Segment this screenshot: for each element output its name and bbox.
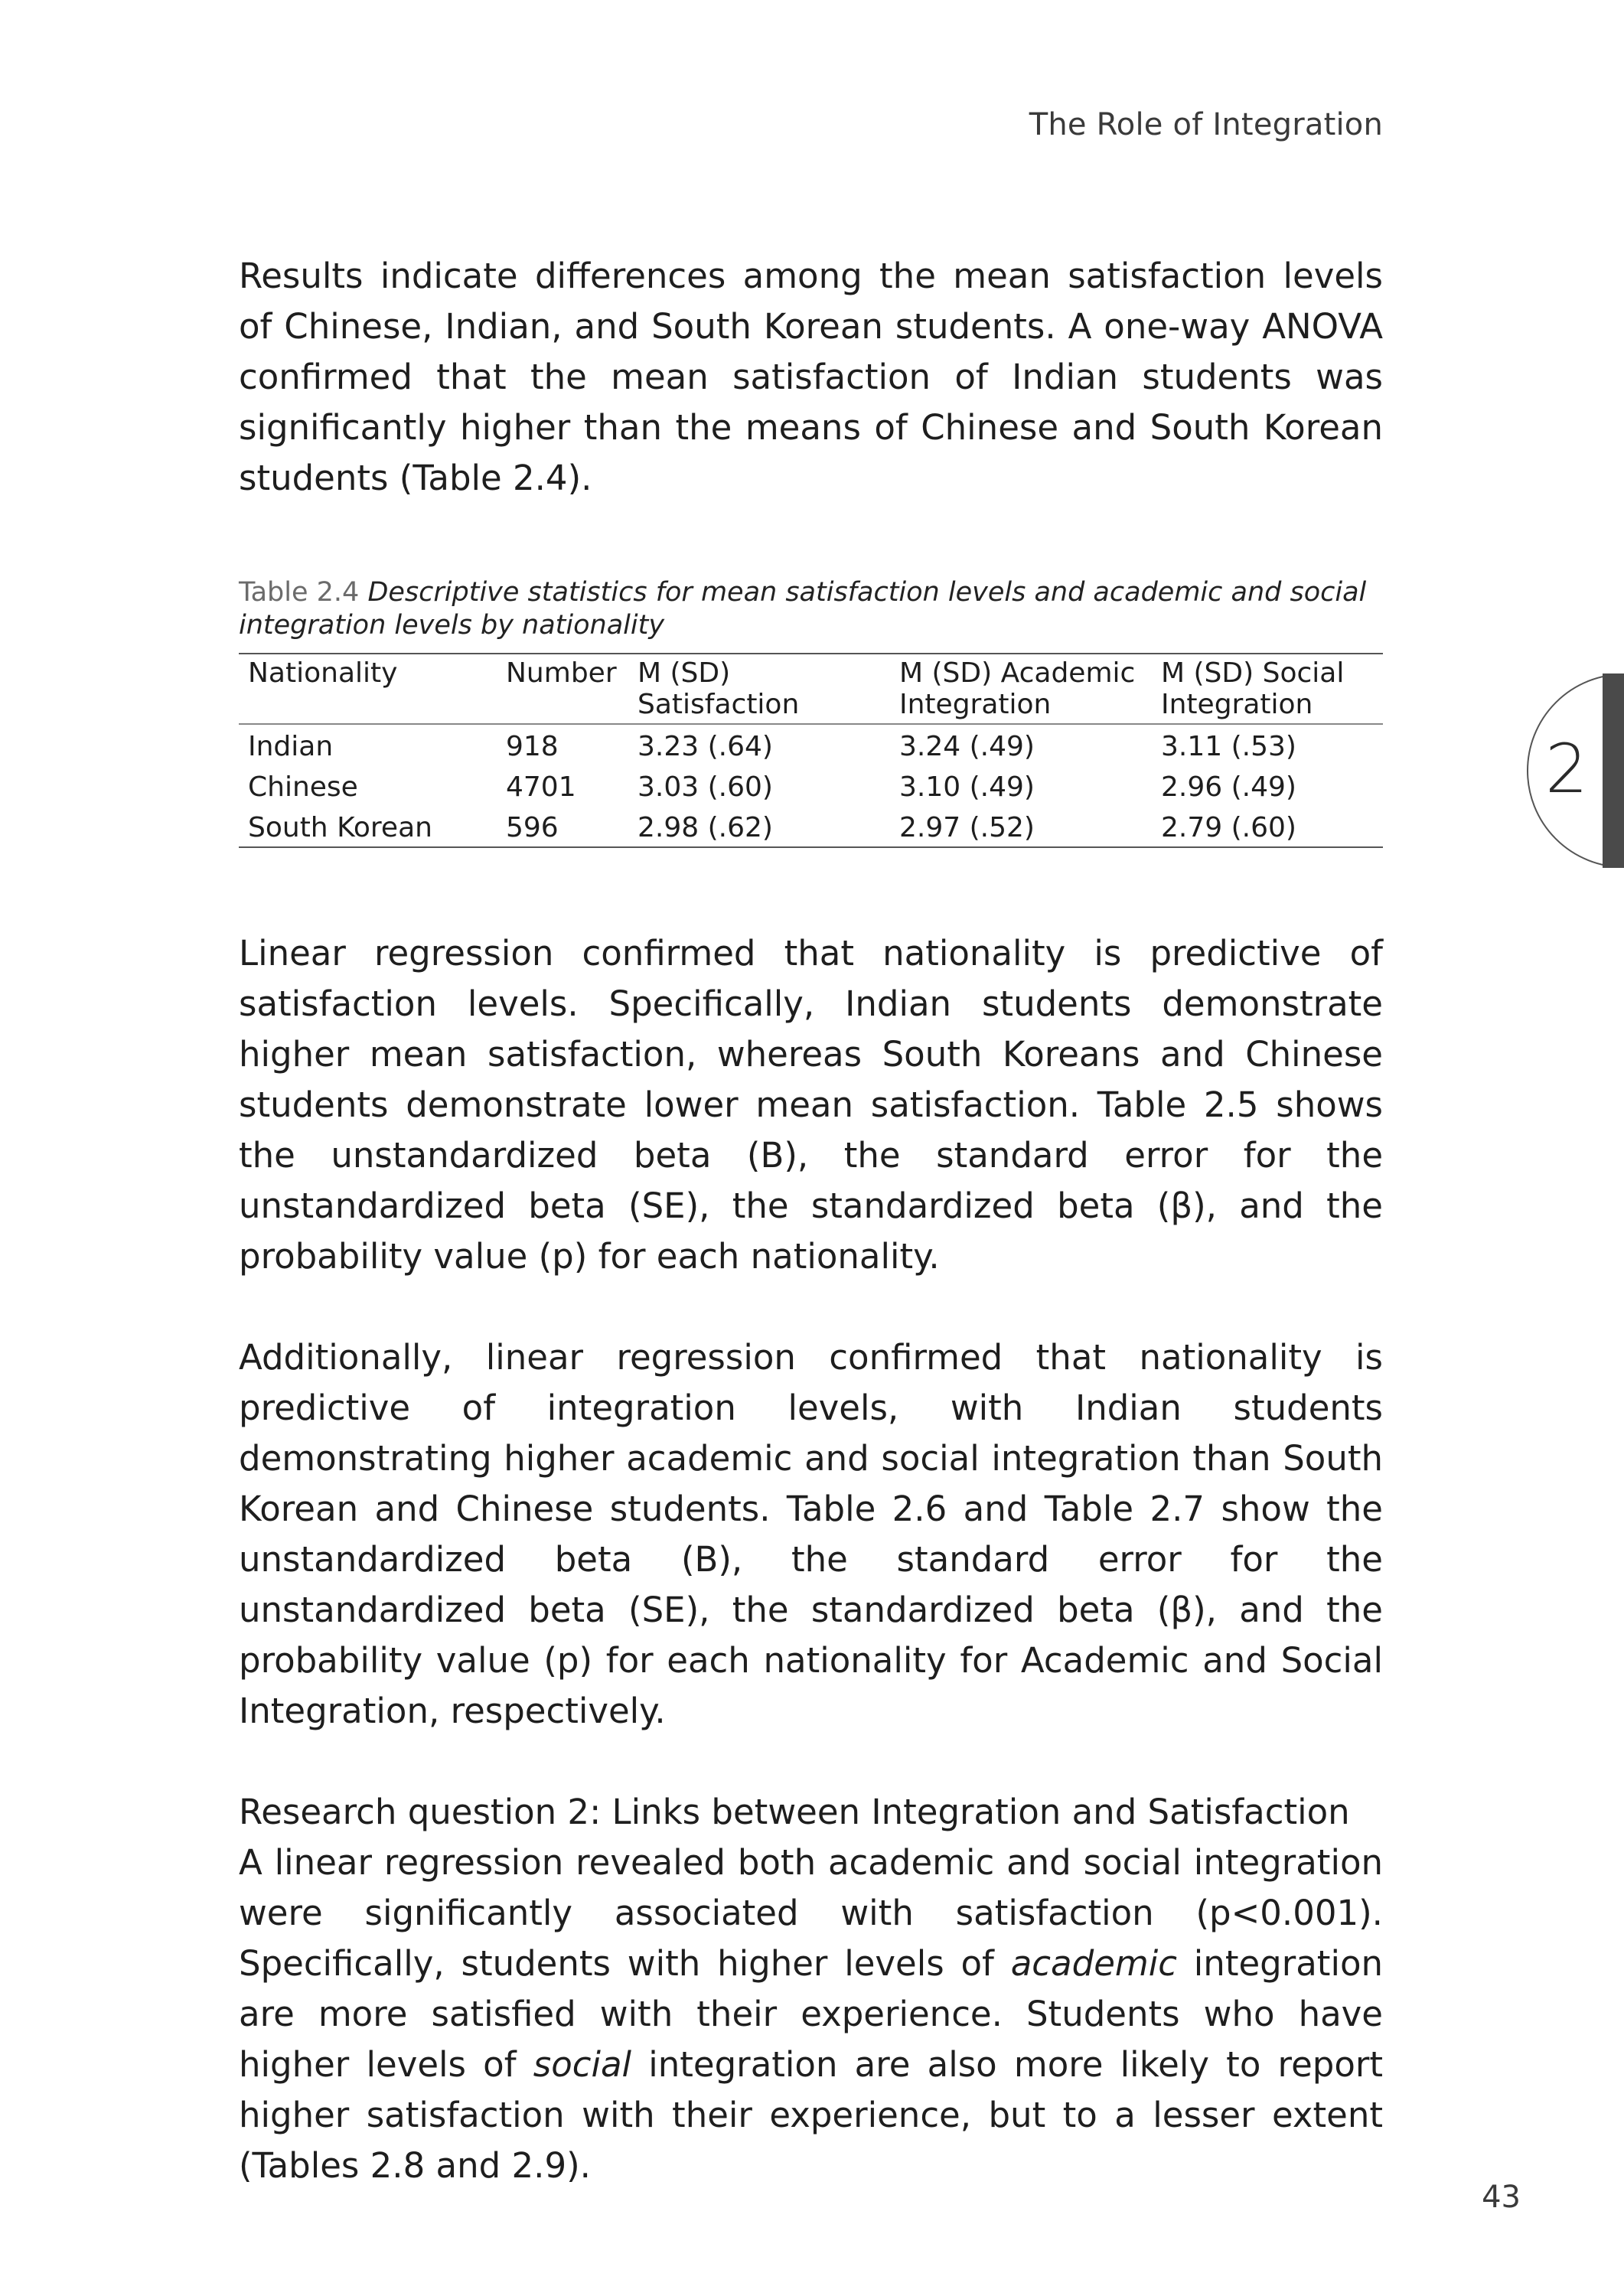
emphasis-academic: academic <box>1010 1943 1177 1984</box>
para4-text-a: A linear regression revealed both academic and social integration were significantly associated with satisfaction (p<0.001). Specifically, students with higher levels of <box>239 1842 1383 1984</box>
cell-nationality: South Korean <box>248 812 432 843</box>
cell-number: 918 <box>506 731 559 762</box>
chapter-tab-bar <box>1603 673 1624 868</box>
cell-social: 2.79 (.60) <box>1161 812 1296 843</box>
emphasis-social: social <box>533 2044 632 2085</box>
chapter-number: 2 <box>1545 729 1588 808</box>
page-number: 43 <box>1482 2180 1521 2215</box>
running-head: The Role of Integration <box>1029 107 1383 142</box>
cell-number: 4701 <box>506 771 576 803</box>
table-header-row <box>239 654 1383 724</box>
header-social-integration: M (SD) Social Integration <box>1161 657 1345 720</box>
cell-satisfaction: 3.03 (.60) <box>638 771 773 803</box>
para4-text-c: integration are also more likely to report higher satisfaction with their experience, but to a lesser extent (Tables 2.8 and 2.9). <box>239 2044 1383 2186</box>
paragraph-additional-regression: Additionally, linear regression confirmed that nationality is predictive of integration levels, with Indian students demonstrating higher academic and social integration than South Korean and Chinese students. Table 2.6 and Table 2.7 show the unstandardized beta (B), the standard error for the unstandardized beta (SE), the standardized beta (β), and the probability value (p) for each nationality for Academic and Social Integration, respectively. <box>239 1337 1383 1731</box>
paragraph-results: Results indicate differences among the mean satisfaction levels of Chinese, Indian, and South Korean students. A one-way ANOVA confirmed that the mean satisfaction of Indian students was significantly higher than the means of Chinese and South Korean students (Table 2.4). <box>239 256 1383 498</box>
table-caption <box>239 576 1383 642</box>
header-academic-integration: M (SD) Academic Integration <box>899 657 1136 720</box>
cell-satisfaction: 2.98 (.62) <box>638 812 773 843</box>
header-nationality: Nationality <box>248 657 398 689</box>
cell-satisfaction: 3.23 (.64) <box>638 731 773 762</box>
header-number: Number <box>506 657 617 689</box>
research-question-heading: Research question 2: Links between Integration and Satisfaction <box>239 1792 1350 1832</box>
para4-text-b: integration are more satisfied with their experience. Students who have higher levels of <box>239 1943 1383 2085</box>
table-caption-label: Table 2.4 <box>239 577 360 608</box>
table-row <box>239 765 1383 806</box>
cell-academic: 2.97 (.52) <box>899 812 1035 843</box>
cell-academic: 3.24 (.49) <box>899 731 1035 762</box>
cell-nationality: Chinese <box>248 771 358 803</box>
descriptive-statistics-table <box>239 653 1383 848</box>
page-content <box>239 251 1383 2191</box>
header-satisfaction: M (SD) Satisfaction <box>638 657 800 720</box>
cell-social: 3.11 (.53) <box>1161 731 1296 762</box>
table-row <box>239 724 1383 765</box>
paragraph-integration-satisfaction <box>239 1838 1383 2191</box>
cell-number: 596 <box>506 812 559 843</box>
table-caption-text: Descriptive statistics for mean satisfaction levels and academic and social integration levels by nationality <box>239 577 1367 641</box>
cell-academic: 3.10 (.49) <box>899 771 1035 803</box>
cell-nationality: Indian <box>248 731 334 762</box>
table-row <box>239 806 1383 847</box>
paragraph-linear-regression: Linear regression confirmed that nationality is predictive of satisfaction levels. Specifically, Indian students demonstrate higher mean satisfaction, whereas South Koreans and Chinese students demonstrate lower mean satisfaction. Table 2.5 shows the unstandardized beta (B), the standard error for the unstandardized beta (SE), the standardized beta (β), and the probability value (p) for each nationality. <box>239 933 1383 1277</box>
cell-social: 2.96 (.49) <box>1161 771 1296 803</box>
